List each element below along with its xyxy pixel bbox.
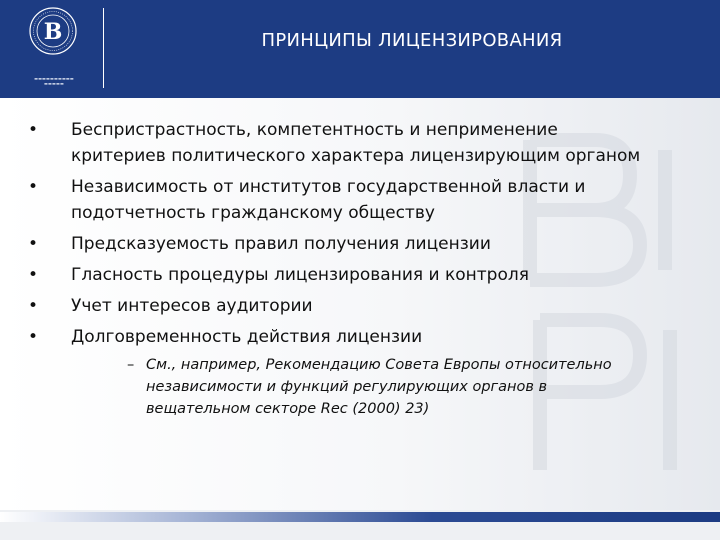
slide-header bbox=[0, 0, 720, 98]
bullet-text: Предсказуемость правил получения лицензии bbox=[71, 234, 491, 254]
list-item bbox=[28, 231, 648, 257]
bullet-text: Долговременность действия лицензии bbox=[71, 327, 423, 347]
university-logo-icon bbox=[28, 6, 78, 56]
footer-bar bbox=[0, 512, 720, 522]
list-item bbox=[28, 324, 648, 420]
slide-title: ПРИНЦИПЫ ЛИЦЕНЗИРОВАНИЯ bbox=[261, 30, 563, 51]
sub-bullet-marker: – bbox=[127, 357, 135, 373]
bullet-text: Учет интересов аудитории bbox=[71, 296, 313, 316]
svg-text:В: В bbox=[43, 19, 63, 45]
bullet-text: Независимость от институтов государственной власти и подотчетность гражданскому обществу bbox=[71, 177, 586, 223]
bullet-list bbox=[28, 117, 648, 425]
list-item bbox=[28, 174, 648, 226]
bullet-text: Гласность процедуры лицензирования и контроля bbox=[71, 265, 529, 285]
bullet-marker: • bbox=[28, 327, 39, 347]
list-item bbox=[28, 262, 648, 288]
bullet-text: Беспристрастность, компетентность и неприменение критериев политического характера лицензирующим органом bbox=[71, 120, 641, 166]
university-logo bbox=[8, 6, 100, 94]
sub-list-item bbox=[71, 354, 648, 420]
logo-caption: ▬▬▬▬▬▬▬▬▬▬ ▬▬▬▬▬ bbox=[34, 76, 74, 86]
bullet-marker: • bbox=[28, 296, 39, 316]
list-item bbox=[28, 293, 648, 319]
bullet-marker: • bbox=[28, 265, 39, 285]
sub-bullet-text: См., например, Рекомендацию Совета Европы относительно независимости и функций регулирующих органов в вещательном секторе Rec (2000) 23) bbox=[146, 357, 612, 417]
bullet-marker: • bbox=[28, 120, 39, 140]
bullet-marker: • bbox=[28, 234, 39, 254]
list-item bbox=[28, 117, 648, 169]
bullet-marker: • bbox=[28, 177, 39, 197]
